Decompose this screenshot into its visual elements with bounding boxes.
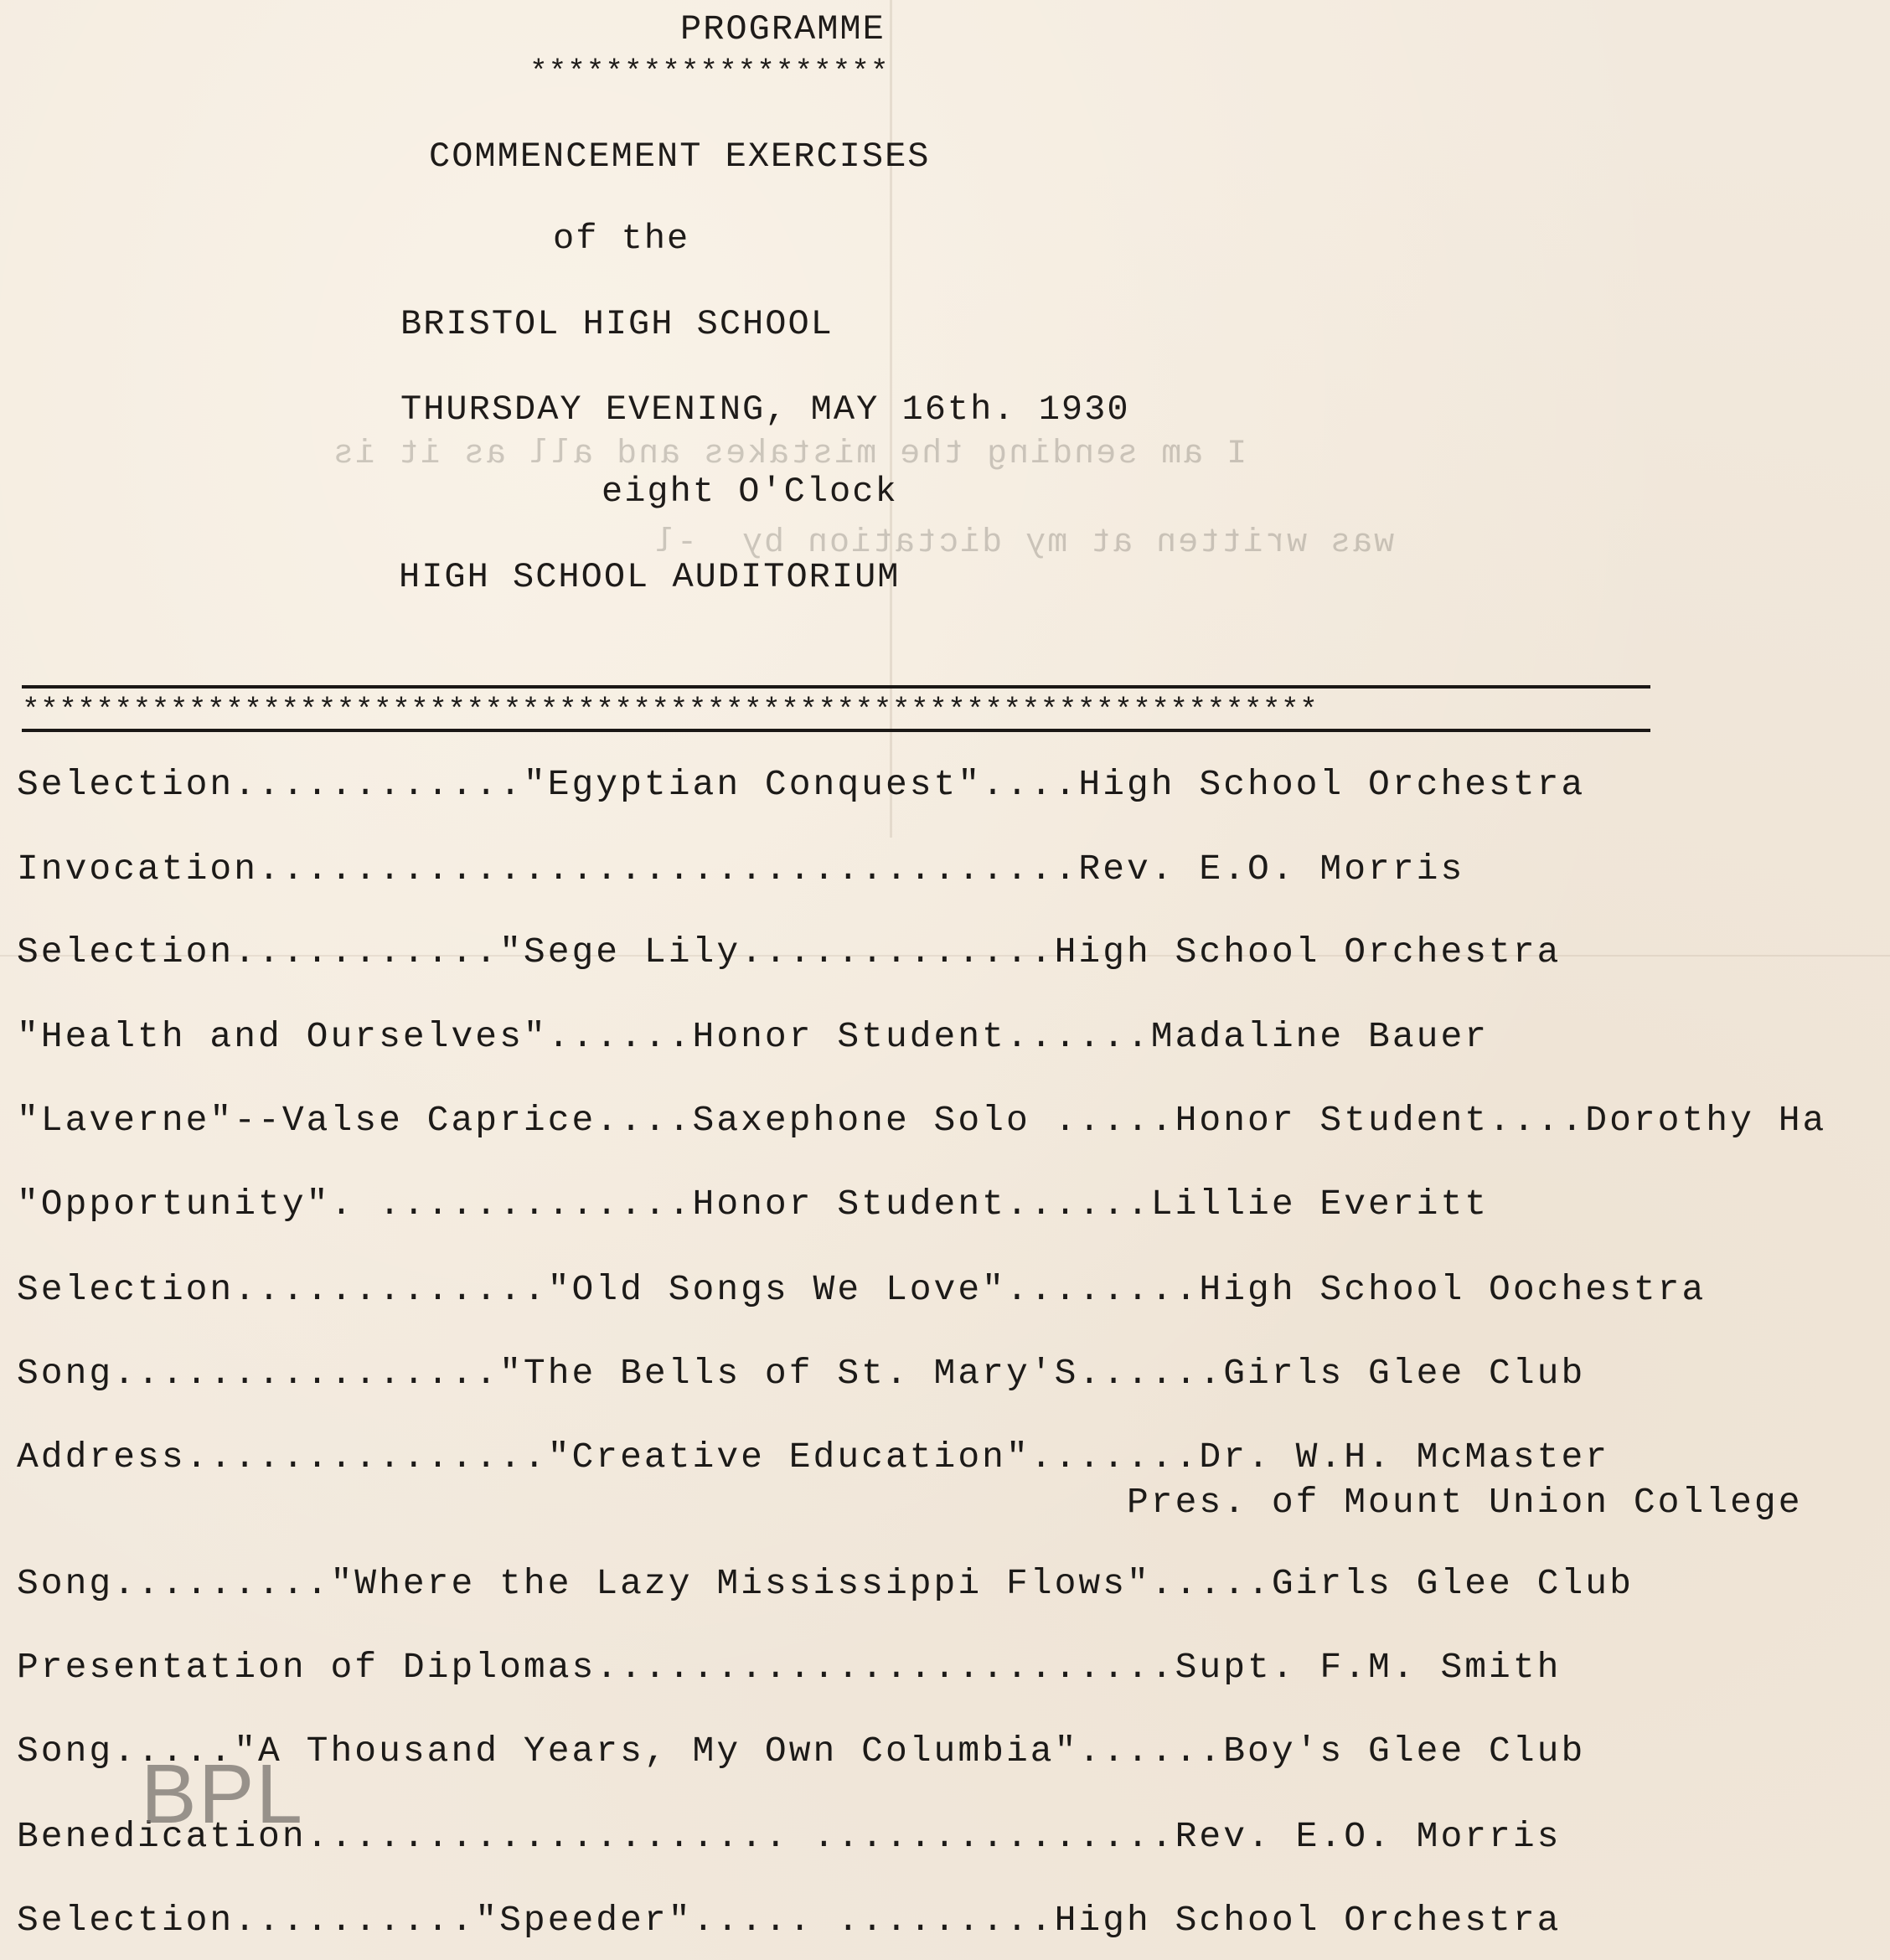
event-time: eight O'Clock <box>602 472 898 512</box>
program-line: Selection............."Old Songs We Love"........High School Oochestra <box>17 1269 1707 1310</box>
program-line: Song................"The Bells of St. Mary'S......Girls Glee Club <box>17 1353 1586 1394</box>
program-line: Song....."A Thousand Years, My Own Columbia"......Boy's Glee Club <box>17 1730 1586 1772</box>
program-line: "Laverne"--Valse Caprice....Saxephone Solo .....Honor Student....Dorothy Ha <box>17 1100 1827 1141</box>
program-line: Selection............"Egyptian Conquest"....High School Orchestra <box>17 764 1586 805</box>
program-line: Presentation of Diplomas........................Supt. F.M. Smith <box>17 1647 1562 1688</box>
program-line: Selection..........."Sege Lily.............High School Orchestra <box>17 931 1562 972</box>
event-date: THURSDAY EVENING, MAY 16th. 1930 <box>400 389 1130 430</box>
event-venue: HIGH SCHOOL AUDITORIUM <box>399 557 901 597</box>
program-line: Invocation..................................Rev. E.O. Morris <box>17 848 1465 890</box>
program-line: Song........."Where the Lazy Mississippi Flows".....Girls Glee Club <box>17 1563 1634 1604</box>
school-name: BRISTOL HIGH SCHOOL <box>400 304 834 344</box>
bleed-through-line-2: was written at my dictation by -l <box>653 524 1395 562</box>
commencement-title: COMMENCEMENT EXERCISES <box>429 137 931 177</box>
program-line: "Health and Ourselves"......Honor Student......Madaline Bauer <box>17 1016 1490 1057</box>
stars-short-divider: ******************* <box>529 55 890 90</box>
program-line-continuation: Pres. of Mount Union College <box>17 1482 1803 1523</box>
bleed-through-line-1: I am sending the mistakes and all as it is <box>332 436 1247 473</box>
divider-rule-bottom <box>22 729 1650 732</box>
programme-heading: PROGRAMME <box>680 9 886 49</box>
divider-rule-top <box>22 685 1650 689</box>
program-line: Benedication.................... ...............Rev. E.O. Morris <box>17 1816 1562 1857</box>
of-the-text: of the <box>553 219 690 259</box>
divider-stars: ********************************************************************** <box>22 694 1319 728</box>
program-line: Selection.........."Speeder"..... .........High School Orchestra <box>17 1900 1562 1941</box>
library-watermark: BPL <box>141 1747 305 1841</box>
program-line: Address..............."Creative Education".......Dr. W.H. McMaster <box>17 1436 1610 1478</box>
program-line: "Opportunity". .............Honor Student......Lillie Everitt <box>17 1184 1490 1225</box>
section-divider <box>22 685 1650 734</box>
